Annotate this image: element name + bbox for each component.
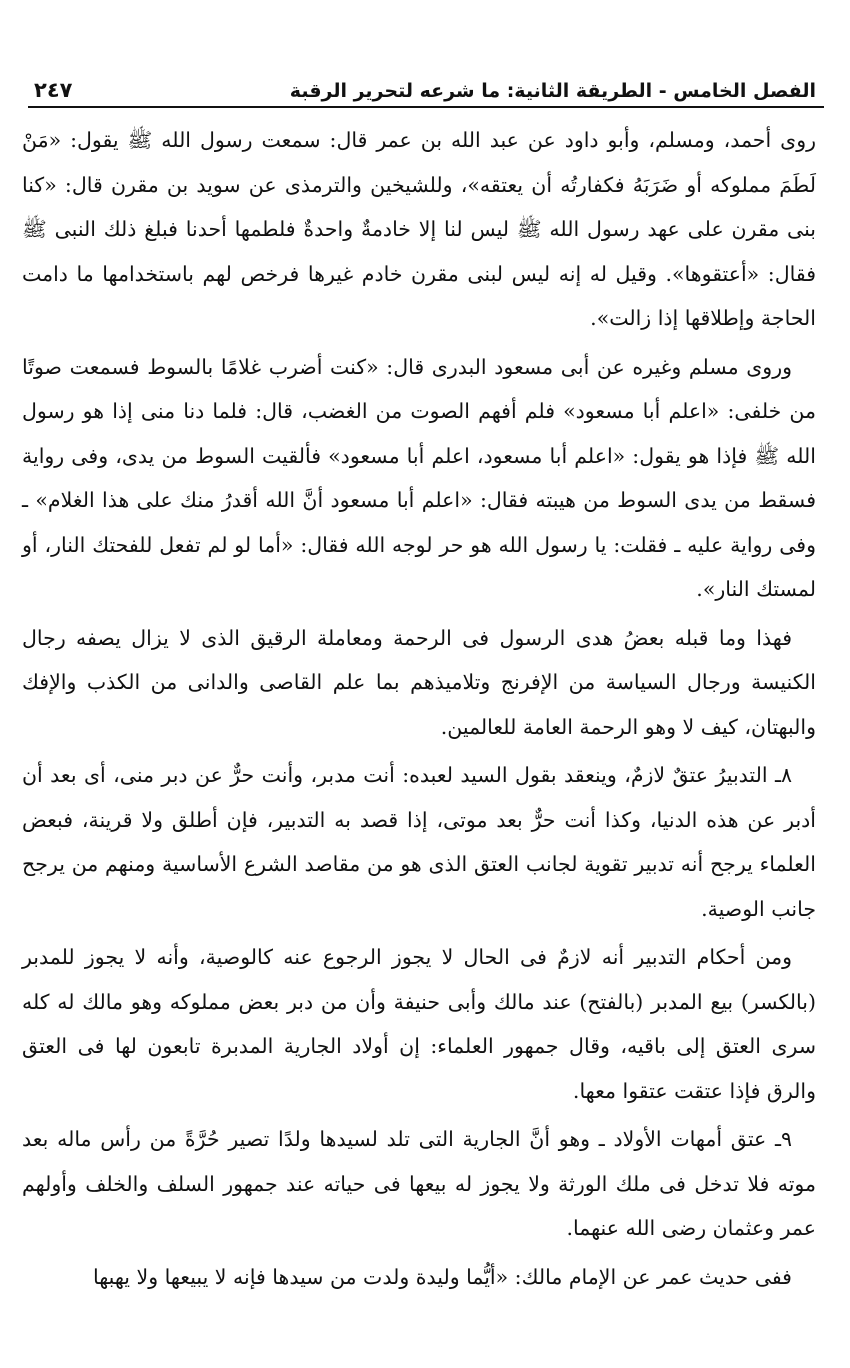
paragraph: فهذا وما قبله بعضُ هدى الرسول فى الرحمة ومعاملة الرقيق الذى لا يزال يصفه رجال الكنيسة ورجال السياسة من الإفرنج وتلاميذهم بما علم القاصى والدانى من الكذب والإفك والبهتان، كيف لا وهو الرحمة العامة للعالمين. (22, 625, 816, 739)
paragraph: وروى مسلم وغيره عن أبى مسعود البدرى قال: «كنت أضرب غلامًا بالسوط فسمعت صوتًا من خلفى: «اعلم أبا مسعود» فلم أفهم الصوت من الغضب، قال: فلما دنا منى إذا هو رسول الله ﷺ فإذا هو يقول: «اعلم أبا مسعود، اعلم أبا مسعود» فألقيت السوط من يدى، وفى رواية فسقط من يدى السوط من هيبته فقال: «اعلم أبا مسعود أنَّ الله أقدرُ منك على هذا الغلام» ـ وفى رواية عليه ـ فقلت: يا رسول الله هو حر لوجه الله فقال: «أما لو لم تفعل للفحتك النار، أو لمستك النار». (22, 354, 816, 601)
running-header (28, 62, 824, 108)
paragraph: ٩ـ عتق أمهات الأولاد ـ وهو أنَّ الجارية التى تلد لسيدها ولدًا تصير حُرَّةً من رأس ماله بعد موته فلا تدخل فى ملك الورثة ولا يجوز له بيعها فى حياته عند جمهور السلف والخلف وأولهم عمر وعثمان رضى الله عنهما. (22, 1127, 816, 1240)
page-number: ٢٤٧ (34, 78, 73, 102)
paragraph: ٨ـ التدبيرُ عتقٌ لازمٌ، وينعقد بقول السيد لعبده: أنت مدبر، وأنت حرٌّ عن دبر منى، أى بعد أن أدبر عن هذه الدنيا، وكذا أنت حرٌّ بعد موتى، إذا قصد به التدبير، فإن أطلق ولا قرينة، فبعض العلماء يرجح أنه تدبير تقوية لجانب العتق الذى هو من مقاصد الشرع الأساسية ومنهم من يرجح جانب الوصية. (22, 763, 816, 921)
body-text (22, 118, 816, 1299)
paragraph: روى أحمد، ومسلم، وأبو داود عن عبد الله بن عمر قال: سمعت رسول الله ﷺ يقول: «مَنْ لَطَمَ مملوكه أو ضَرَبَهُ فكفارتُه أن يعتقه»، وللشيخين والترمذى عن سويد بن مقرن قال: «كنا بنى مقرن على عهد رسول الله ﷺ ليس لنا إلا خادمةٌ واحدةٌ فلطمها أحدنا فبلغ ذلك النبى ﷺ فقال: «أعتقوها». وقيل له إنه ليس لبنى مقرن خادم غيرها فرخص لهم باستخدامها ما دامت الحاجة وإطلاقها إذا زالت». (22, 128, 816, 330)
chapter-title: الفصل الخامس - الطريقة الثانية: ما شرعه لتحرير الرقبة (289, 80, 816, 102)
paragraph: ومن أحكام التدبير أنه لازمٌ فى الحال لا يجوز الرجوع عنه كالوصية، وأنه لا يجوز للمدبر (بالكسر) بيع المدبر (بالفتح) عند مالك وأبى حنيفة وأن من دبر بعض مملوكه وهو مالك له كله سرى العتق إلى باقيه، وقال جمهور العلماء: إن أولاد الجارية المدبرة تابعون لها فى العتق والرق فإذا عتقت عتقوا معها. (22, 945, 816, 1103)
paragraph: ففى حديث عمر عن الإمام مالك: «أيُّما وليدة ولدت من سيدها فإنه لا يبيعها ولا يهبها (92, 1264, 792, 1289)
